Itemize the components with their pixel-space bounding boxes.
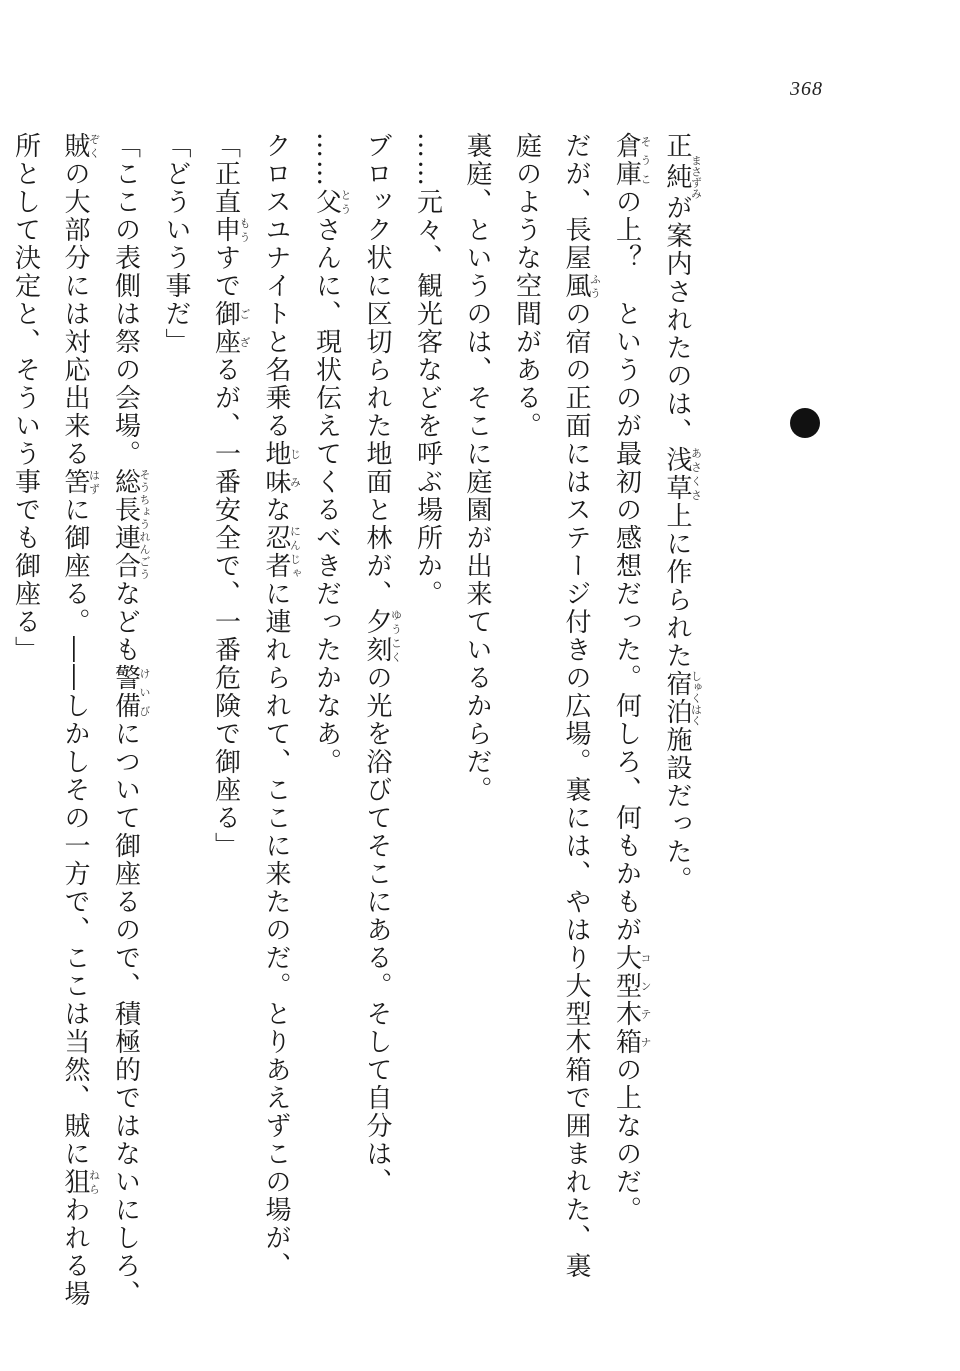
ruby-word (311, 188, 352, 216)
text-run: るが、一番安全で、一番危険で御座る」 (210, 356, 241, 860)
text-run: すで (210, 244, 241, 300)
text-run: 所として決定と、そういう事でも御座る」 (10, 132, 41, 664)
ruby-word (261, 440, 302, 496)
text-line (601, 132, 652, 1282)
ruby-base: 御座 (210, 300, 241, 356)
text-line (352, 132, 403, 1282)
text-line (0, 132, 50, 1282)
text-run: われる場 (60, 1196, 90, 1308)
text-line (251, 132, 302, 1282)
text-line (402, 132, 452, 1282)
text-run: が案内されたのは、 (662, 194, 692, 446)
ruby-base: 風 (561, 272, 591, 300)
text-run: に御座る。――しかしその一方で、ここは当然、賊に (60, 496, 90, 1168)
ruby-word (561, 272, 602, 300)
text-line (551, 132, 602, 1282)
text-line (301, 132, 352, 1282)
ruby-base: 狙 (60, 1168, 90, 1196)
text-run: だが、長屋 (561, 132, 591, 272)
ruby-word (210, 300, 251, 356)
ruby-base: 総長連合 (110, 468, 141, 580)
ruby-word (662, 446, 703, 502)
ruby-base: 地味 (261, 440, 291, 496)
ruby-reading: にんじゃ (288, 524, 302, 580)
ruby-word (611, 132, 652, 188)
text-run: の大部分には対応出来る (60, 160, 90, 468)
text-run: 「正直 (210, 132, 241, 216)
ruby-reading: ぞく (87, 132, 101, 160)
ruby-word (662, 670, 703, 726)
ruby-word (60, 1168, 101, 1196)
text-run: 正 (662, 132, 692, 160)
ruby-reading: ござ (238, 300, 251, 356)
text-run: ……元々、観光客などを呼ぶ場所か。 (412, 132, 443, 608)
ruby-reading: ねら (87, 1168, 101, 1196)
bullet-marker-icon (790, 408, 820, 438)
ruby-word (110, 468, 151, 580)
ruby-reading: しゅくはく (689, 670, 703, 726)
ruby-base: 筈 (60, 468, 90, 496)
text-run: 「どういう事だ」 (161, 132, 191, 356)
ruby-base: 夕刻 (362, 608, 392, 664)
ruby-reading: まさずみ (689, 155, 703, 199)
text-run: 上に作られた (662, 502, 692, 670)
text-run: の光を浴びてそこにある。そして自分は、 (362, 664, 392, 1196)
text-run: について御座るので、積極的ではないにしろ、 (110, 720, 141, 1308)
ruby-reading: あさくさ (689, 446, 703, 502)
ruby-reading: とう (339, 188, 352, 216)
vertical-text-body (0, 132, 703, 1308)
text-run: に連れられて、ここに来たのだ。とりあえずこの場が、 (261, 580, 291, 1280)
ruby-base: 父 (311, 188, 342, 216)
ruby-word (662, 155, 703, 199)
ruby-base: 宿泊 (662, 670, 692, 726)
ruby-base: 賊 (60, 132, 90, 160)
text-run: …… (311, 132, 342, 188)
ruby-base: 忍者 (261, 524, 291, 580)
text-line (452, 132, 502, 1282)
ruby-base: 警備 (110, 664, 141, 720)
page-number: 368 (790, 78, 823, 100)
text-line (200, 132, 251, 1282)
ruby-word (210, 216, 251, 244)
ruby-reading (0, 270, 1, 303)
ruby-word (60, 132, 101, 160)
ruby-base: 申 (210, 216, 241, 244)
ruby-base: 純 (662, 155, 692, 199)
text-run: 庭のような空間がある。 (511, 132, 542, 440)
ruby-word (110, 664, 151, 720)
ruby-reading: ゆうこく (389, 608, 403, 664)
ruby-word (60, 468, 101, 496)
ruby-reading: コンテナ (639, 944, 652, 1056)
text-run: な (261, 496, 291, 524)
ruby-base: 浅草 (662, 446, 692, 502)
text-run: さんに、現状伝えてくるべきだったかなあ。 (311, 216, 342, 776)
text-run: の上なのだ。 (611, 1056, 642, 1224)
ruby-reading: じみ (288, 440, 302, 496)
text-line (501, 132, 551, 1282)
text-run: なども (110, 580, 141, 664)
text-line (652, 132, 703, 1282)
ruby-reading: ふう (588, 272, 602, 300)
text-run: 「ここの表側は祭の会場。 (110, 132, 141, 468)
ruby-reading: そうこ (639, 132, 652, 188)
text-run: 裏庭、というのは、そこに庭園が出来ているからだ。 (462, 132, 492, 804)
text-line (100, 132, 151, 1308)
ruby-reading: もう (238, 216, 251, 244)
ruby-word (611, 944, 652, 1056)
text-run: の宿の正面にはステージ付きの広場。裏には、やはり大型木箱で囲まれた、裏 (561, 300, 591, 1280)
text-run: の上？ というのが最初の感想だった。何しろ、何もかもが (611, 188, 642, 944)
ruby-base: 大型木箱 (611, 944, 642, 1056)
text-line (50, 132, 101, 1308)
text-run: ブロック状に区切られた地面と林が、 (362, 132, 392, 608)
ruby-reading: はず (87, 468, 101, 496)
ruby-word (261, 524, 302, 580)
ruby-base: 倉庫 (611, 132, 642, 188)
ruby-reading: けいび (138, 664, 151, 720)
ruby-reading: そうちょうれんごう (138, 468, 151, 580)
text-line (151, 132, 201, 1282)
text-run: 施設だった。 (662, 726, 692, 894)
ruby-word (362, 608, 403, 664)
text-run: クロスユナイトと名乗る (261, 132, 291, 440)
